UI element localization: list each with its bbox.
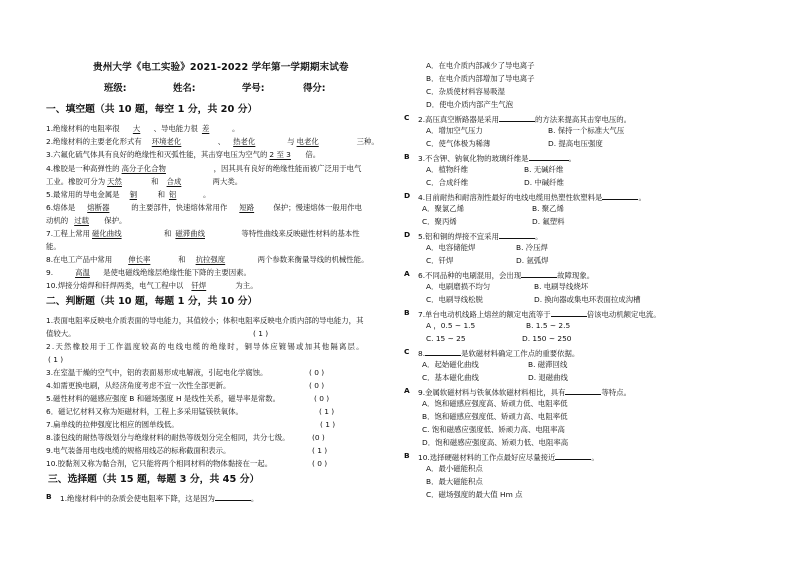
mc-1-option-c: C．杂质使材料容易吸湿	[426, 87, 506, 96]
answer-blank: 过载	[74, 216, 89, 225]
answer-blank: 磁化曲线	[92, 229, 122, 238]
fill-question-3	[46, 150, 320, 160]
student-id-label: 学号:	[242, 83, 265, 94]
judge-question-3: 3.在室温干燥的空气中，铝的表面易形成电解液，引起电化学腐蚀。	[46, 368, 268, 377]
question-text: 10.焊接分熔焊和钎焊两类，电气工程中以	[46, 281, 184, 290]
mc-9-option-d: D．饱和磁感应强度高、矫顽力低、电阻率高	[422, 438, 569, 447]
answer-blank: 差	[201, 124, 210, 133]
judge-mark-5: ( 0 )	[314, 394, 330, 403]
answer-blank: 抗拉强度	[195, 255, 226, 264]
question-text: 两大类。	[212, 177, 243, 186]
question-text: 。	[202, 190, 211, 199]
mc-10-option-c: C．磁场强度的最大值 Hm 点	[426, 490, 523, 499]
question-text: 、导电能力很	[153, 124, 198, 133]
question-text: 7.工程上常用	[46, 229, 91, 238]
mc-4-option-d: D. 氟塑料	[532, 217, 565, 226]
fill-question-2	[46, 137, 379, 147]
question-text: 7.单台电动机线路上熔丝的额定电流等于	[418, 310, 551, 319]
fill-question-7	[46, 229, 360, 239]
question-text: 倍。	[305, 150, 321, 159]
question-text: 等特点。	[601, 388, 632, 397]
mc-2-option-c: C．使气体极为稀薄	[426, 139, 491, 148]
answer-blank: 热老化	[233, 137, 256, 146]
mc-question-2	[418, 113, 631, 125]
mc-8-option-c: C．基本磁化曲线	[422, 373, 479, 382]
question-text: 4.目前耐热和耐溶剂性最好的电线电缆用热塑性软塑料是	[418, 193, 603, 202]
mc-5-option-a: A．电容储能焊	[426, 243, 476, 252]
mc-question-10	[418, 451, 599, 463]
judge-mark-10: ( 0 )	[312, 459, 328, 468]
score-label: 得分:	[303, 83, 326, 94]
judge-mark-4: ( 0 )	[309, 381, 325, 390]
question-text: 。	[591, 453, 599, 462]
mc-1-option-d: D．使电介质内部产生气泡	[426, 100, 513, 109]
answer-blank: 2 至 3	[269, 150, 291, 159]
mc-8-option-b: B. 磁滞回线	[528, 360, 568, 369]
fill-question-7-line2: 能。	[46, 242, 61, 251]
mc-3-option-a: A．植物纤维	[426, 165, 469, 174]
fill-question-8	[46, 255, 368, 265]
mc-6-option-d: D. 换向器或集电环表面拉成沟槽	[534, 295, 641, 304]
judge-mark-3: ( 0 )	[309, 368, 325, 377]
question-text: 。	[638, 193, 646, 202]
question-text: 等特性曲线来反映磁性材料的基本性	[241, 229, 360, 238]
judge-mark-6: ( 1 )	[319, 407, 335, 416]
question-text: 和	[178, 255, 186, 264]
mc-5-option-d: D. 氩弧焊	[516, 256, 549, 265]
mc-question-9	[418, 386, 631, 398]
answer-blank: 环境老化	[151, 137, 182, 146]
mc-question-1	[60, 492, 258, 504]
question-text: 5.铝和铜的焊接不宜采用	[418, 232, 499, 241]
mc-2-option-d: D. 提高电压强度	[548, 139, 603, 148]
question-text: 。	[534, 232, 543, 241]
question-text: 4.橡胶是一种高弹性的	[46, 164, 120, 173]
answer-blank	[521, 269, 557, 278]
question-text: 1.绝缘材料中的杂质会使电阻率下降，这是因为	[60, 494, 215, 503]
question-text: 3.不含钾、钠氧化物的玻璃纤维是	[418, 154, 529, 163]
mc-8-option-a: A．起始磁化曲线	[422, 360, 479, 369]
question-text: 6.熔体是	[46, 203, 76, 212]
answer-blank	[565, 386, 601, 395]
question-text: 9.	[46, 268, 54, 277]
mc-question-3	[418, 152, 576, 164]
mc-question-6	[418, 269, 594, 281]
judge-question-7: 7.扁单线的拉伸强度比相应的圆单线低。	[46, 420, 179, 429]
judge-mark-1: ( 1 )	[253, 329, 269, 338]
judge-question-1: 1.表面电阻率反映电介质表面的导电能力，其值较小；体积电阻率反映电介质内部的导电能力，其	[46, 316, 364, 325]
judge-mark-9: ( 1 )	[312, 446, 328, 455]
question-text: 动机的	[46, 216, 69, 225]
question-text: 保护。	[104, 216, 127, 225]
mc-answer-3: B	[404, 152, 410, 161]
mc-7-option-d: D. 150 ~ 250	[522, 334, 572, 343]
question-text: 与	[287, 137, 295, 146]
mc-answer-2: C	[404, 113, 410, 122]
question-text: 5.最常用的导电金属是	[46, 190, 120, 199]
question-text: 3.六氟化硫气体具有良好的绝缘性和灭弧性能，其击穿电压为空气的	[46, 150, 268, 159]
answer-blank	[499, 230, 535, 239]
question-text: ，因其具有良好的绝缘性能而被广泛用于电气	[213, 164, 362, 173]
mc-4-option-b: B. 聚乙烯	[532, 204, 564, 213]
answer-blank: 铝	[168, 190, 177, 199]
mc-question-7	[418, 308, 661, 320]
judge-question-2: 2.天然橡胶用于工作温度较高的电线电缆的绝缘时，铜导体应镀锡或加其他隔离层。	[46, 342, 365, 351]
mc-9-option-a: A．饱和磁感应强度高、矫顽力低、电阻率低	[422, 399, 568, 408]
answer-blank: 伸长率	[128, 255, 151, 264]
answer-blank: 钎焊	[191, 281, 207, 290]
question-text: 和	[151, 177, 159, 186]
mc-10-option-a: A．最小磁能积点	[426, 464, 483, 473]
answer-blank: 磁滞曲线	[175, 229, 205, 238]
answer-blank	[215, 492, 251, 501]
question-text: 。	[250, 494, 259, 503]
fill-question-6	[46, 203, 362, 213]
mc-answer-6: A	[404, 269, 410, 278]
fill-question-10	[46, 281, 258, 291]
fill-question-9	[46, 268, 251, 278]
answer-blank	[529, 152, 569, 161]
question-text: 2.绝缘材料的主要老化形式有	[46, 137, 142, 146]
question-text: 倍该电动机额定电流。	[586, 310, 661, 319]
fill-question-6-line2	[46, 216, 126, 226]
mc-answer-9: A	[404, 386, 410, 395]
mc-question-5	[418, 230, 542, 242]
answer-blank	[602, 191, 638, 200]
mc-3-option-c: C．合成纤维	[426, 178, 469, 187]
judge-question-4: 4.如需更换电刷，从经济角度考虑不宜一次性全部更新。	[46, 381, 231, 390]
mc-9-option-c: C. 饱和磁感应强度低、矫顽力高、电阻率高	[422, 425, 565, 434]
mc-6-option-a: A．电刷磨损不均匀	[426, 282, 491, 291]
question-text: 是使电磁线绝缘层绝缘性能下降的主要因素。	[103, 268, 251, 277]
mc-10-option-b: B．最大磁能积点	[426, 477, 483, 486]
answer-blank	[425, 347, 461, 356]
judge-mark-7: ( 1 )	[320, 420, 336, 429]
mc-answer-5: D	[404, 230, 411, 239]
answer-blank: 铜	[129, 190, 137, 199]
question-text: 和	[157, 190, 165, 199]
mc-answer-10: B	[404, 451, 410, 460]
answer-blank: 高温	[75, 268, 90, 277]
mc-2-option-b: B. 保持一个标准大气压	[548, 126, 625, 135]
answer-blank	[551, 308, 587, 317]
mc-question-4	[418, 191, 646, 203]
answer-blank: 电老化	[296, 137, 319, 146]
question-text: 。	[231, 124, 240, 133]
answer-blank: 熔断器	[87, 203, 110, 212]
answer-blank: 天然	[107, 177, 122, 186]
answer-blank: 大	[132, 124, 141, 133]
mc-4-option-c: C．聚丙烯	[422, 217, 457, 226]
judge-mark-2: ( 1 )	[48, 355, 64, 364]
question-text: 的方法来提高其击穿电压的。	[534, 115, 632, 124]
judge-question-1-line2: 值较大。	[46, 329, 76, 338]
mc-9-option-b: B．饱和磁感应强度低、矫顽力高、电阻率低	[422, 412, 568, 421]
mc-question-8	[418, 347, 579, 359]
question-text: 为主。	[235, 281, 258, 290]
fill-question-4	[46, 164, 361, 174]
judge-question-9: 9.电气装备用电线电缆的规格用线芯的标称截面积表示。	[46, 446, 231, 455]
question-text: 保护；慢速熔体一般用作电	[273, 203, 363, 212]
mc-1-option-a: A．在电介质内部减少了导电离子	[426, 61, 535, 70]
question-text: 两个参数来衡量导线的机械性能。	[257, 255, 369, 264]
question-text: 、	[217, 137, 226, 146]
section2-heading: 二、判断题（共 10 题，每题 1 分，共 10 分）	[46, 296, 258, 307]
judge-question-8: 8.漆包线的耐热等级划分与绝缘材料的耐热等级划分完全相同，共分七级。	[46, 433, 290, 442]
section1-heading: 一、填空题（共 10 题，每空 1 分，共 20 分）	[46, 104, 258, 115]
fill-question-5	[46, 190, 210, 200]
question-text: 故障现象。	[557, 271, 595, 280]
fill-question-4-line2	[46, 177, 242, 187]
mc-5-option-b: B. 冷压焊	[516, 243, 548, 252]
mc-7-option-a: A ，0.5 ~ 1.5	[426, 321, 476, 330]
answer-blank	[555, 451, 591, 460]
answer-blank	[499, 113, 535, 122]
mc-7-option-b: B. 1.5 ~ 2.5	[526, 321, 571, 330]
mc-7-option-c: C. 15 ~ 25	[426, 334, 466, 343]
mc-4-option-a: A．聚氯乙烯	[422, 204, 465, 213]
question-text: 1.绝缘材料的电阻率很	[46, 124, 120, 133]
question-text: 8.	[418, 349, 426, 358]
mc-answer-4: D	[404, 191, 411, 200]
mc-5-option-c: C．钎焊	[426, 256, 454, 265]
class-label: 班级:	[104, 83, 127, 94]
mc-answer-1: B	[46, 492, 52, 501]
exam-title: 贵州大学《电工实验》2021-2022 学年第一学期期末试卷	[93, 62, 349, 73]
judge-question-10: 10.胶黏剂又称为黏合剂，它只能将两个相同材料的物体黏接在一起。	[46, 459, 273, 468]
question-text: 8.在电工产品中常用	[46, 255, 113, 264]
mc-1-option-b: B．在电介质内部增加了导电离子	[426, 74, 535, 83]
mc-answer-7: B	[404, 308, 410, 317]
question-text: 的主要部件，快速熔体常用作	[131, 203, 228, 212]
mc-3-option-b: B. 无碱纤维	[524, 165, 564, 174]
question-text: 2.高压真空断路器是采用	[418, 115, 499, 124]
section3-heading: 三、选择题（共 15 题，每题 3 分，共 45 分）	[48, 474, 260, 485]
mc-3-option-d: D. 中碱纤维	[524, 178, 564, 187]
question-text: 和	[164, 229, 172, 238]
answer-blank: 高分子化合物	[121, 164, 166, 173]
mc-answer-8: C	[404, 347, 410, 356]
fill-question-1	[46, 124, 239, 134]
judge-mark-8: (0 )	[312, 433, 325, 442]
question-text: 10.选择硬磁材料的工作点最好应尽量接近	[418, 453, 556, 462]
mc-6-option-c: C．电刷导线松脱	[426, 295, 483, 304]
question-text: 是软磁材料确定工作点的重要依据。	[461, 349, 580, 358]
mc-2-option-a: A．增加空气压力	[426, 126, 483, 135]
name-label: 姓名:	[173, 83, 196, 94]
question-text: 工业。橡胶可分为	[46, 177, 106, 186]
question-text: 9.金属软磁材料与铁氧体软磁材料相比，具有	[418, 388, 566, 397]
mc-6-option-b: B. 电刷导线烧坏	[534, 282, 589, 291]
answer-blank: 合成	[166, 177, 182, 186]
question-text: 6.不同品种的电刷混用，会出现	[418, 271, 522, 280]
question-text: 。	[568, 154, 576, 163]
question-text: 三种。	[356, 137, 379, 146]
judge-question-5: 5.磁性材料的磁感应强度 B 和磁场强度 H 是线性关系，磁导率是常数。	[46, 394, 281, 403]
answer-blank: 短路	[239, 203, 255, 212]
judge-question-6: 6．磁记忆材料又称为矩磁材料，工程上多采用锰镁铁氧体。	[46, 407, 243, 416]
mc-8-option-d: D. 退磁曲线	[528, 373, 568, 382]
